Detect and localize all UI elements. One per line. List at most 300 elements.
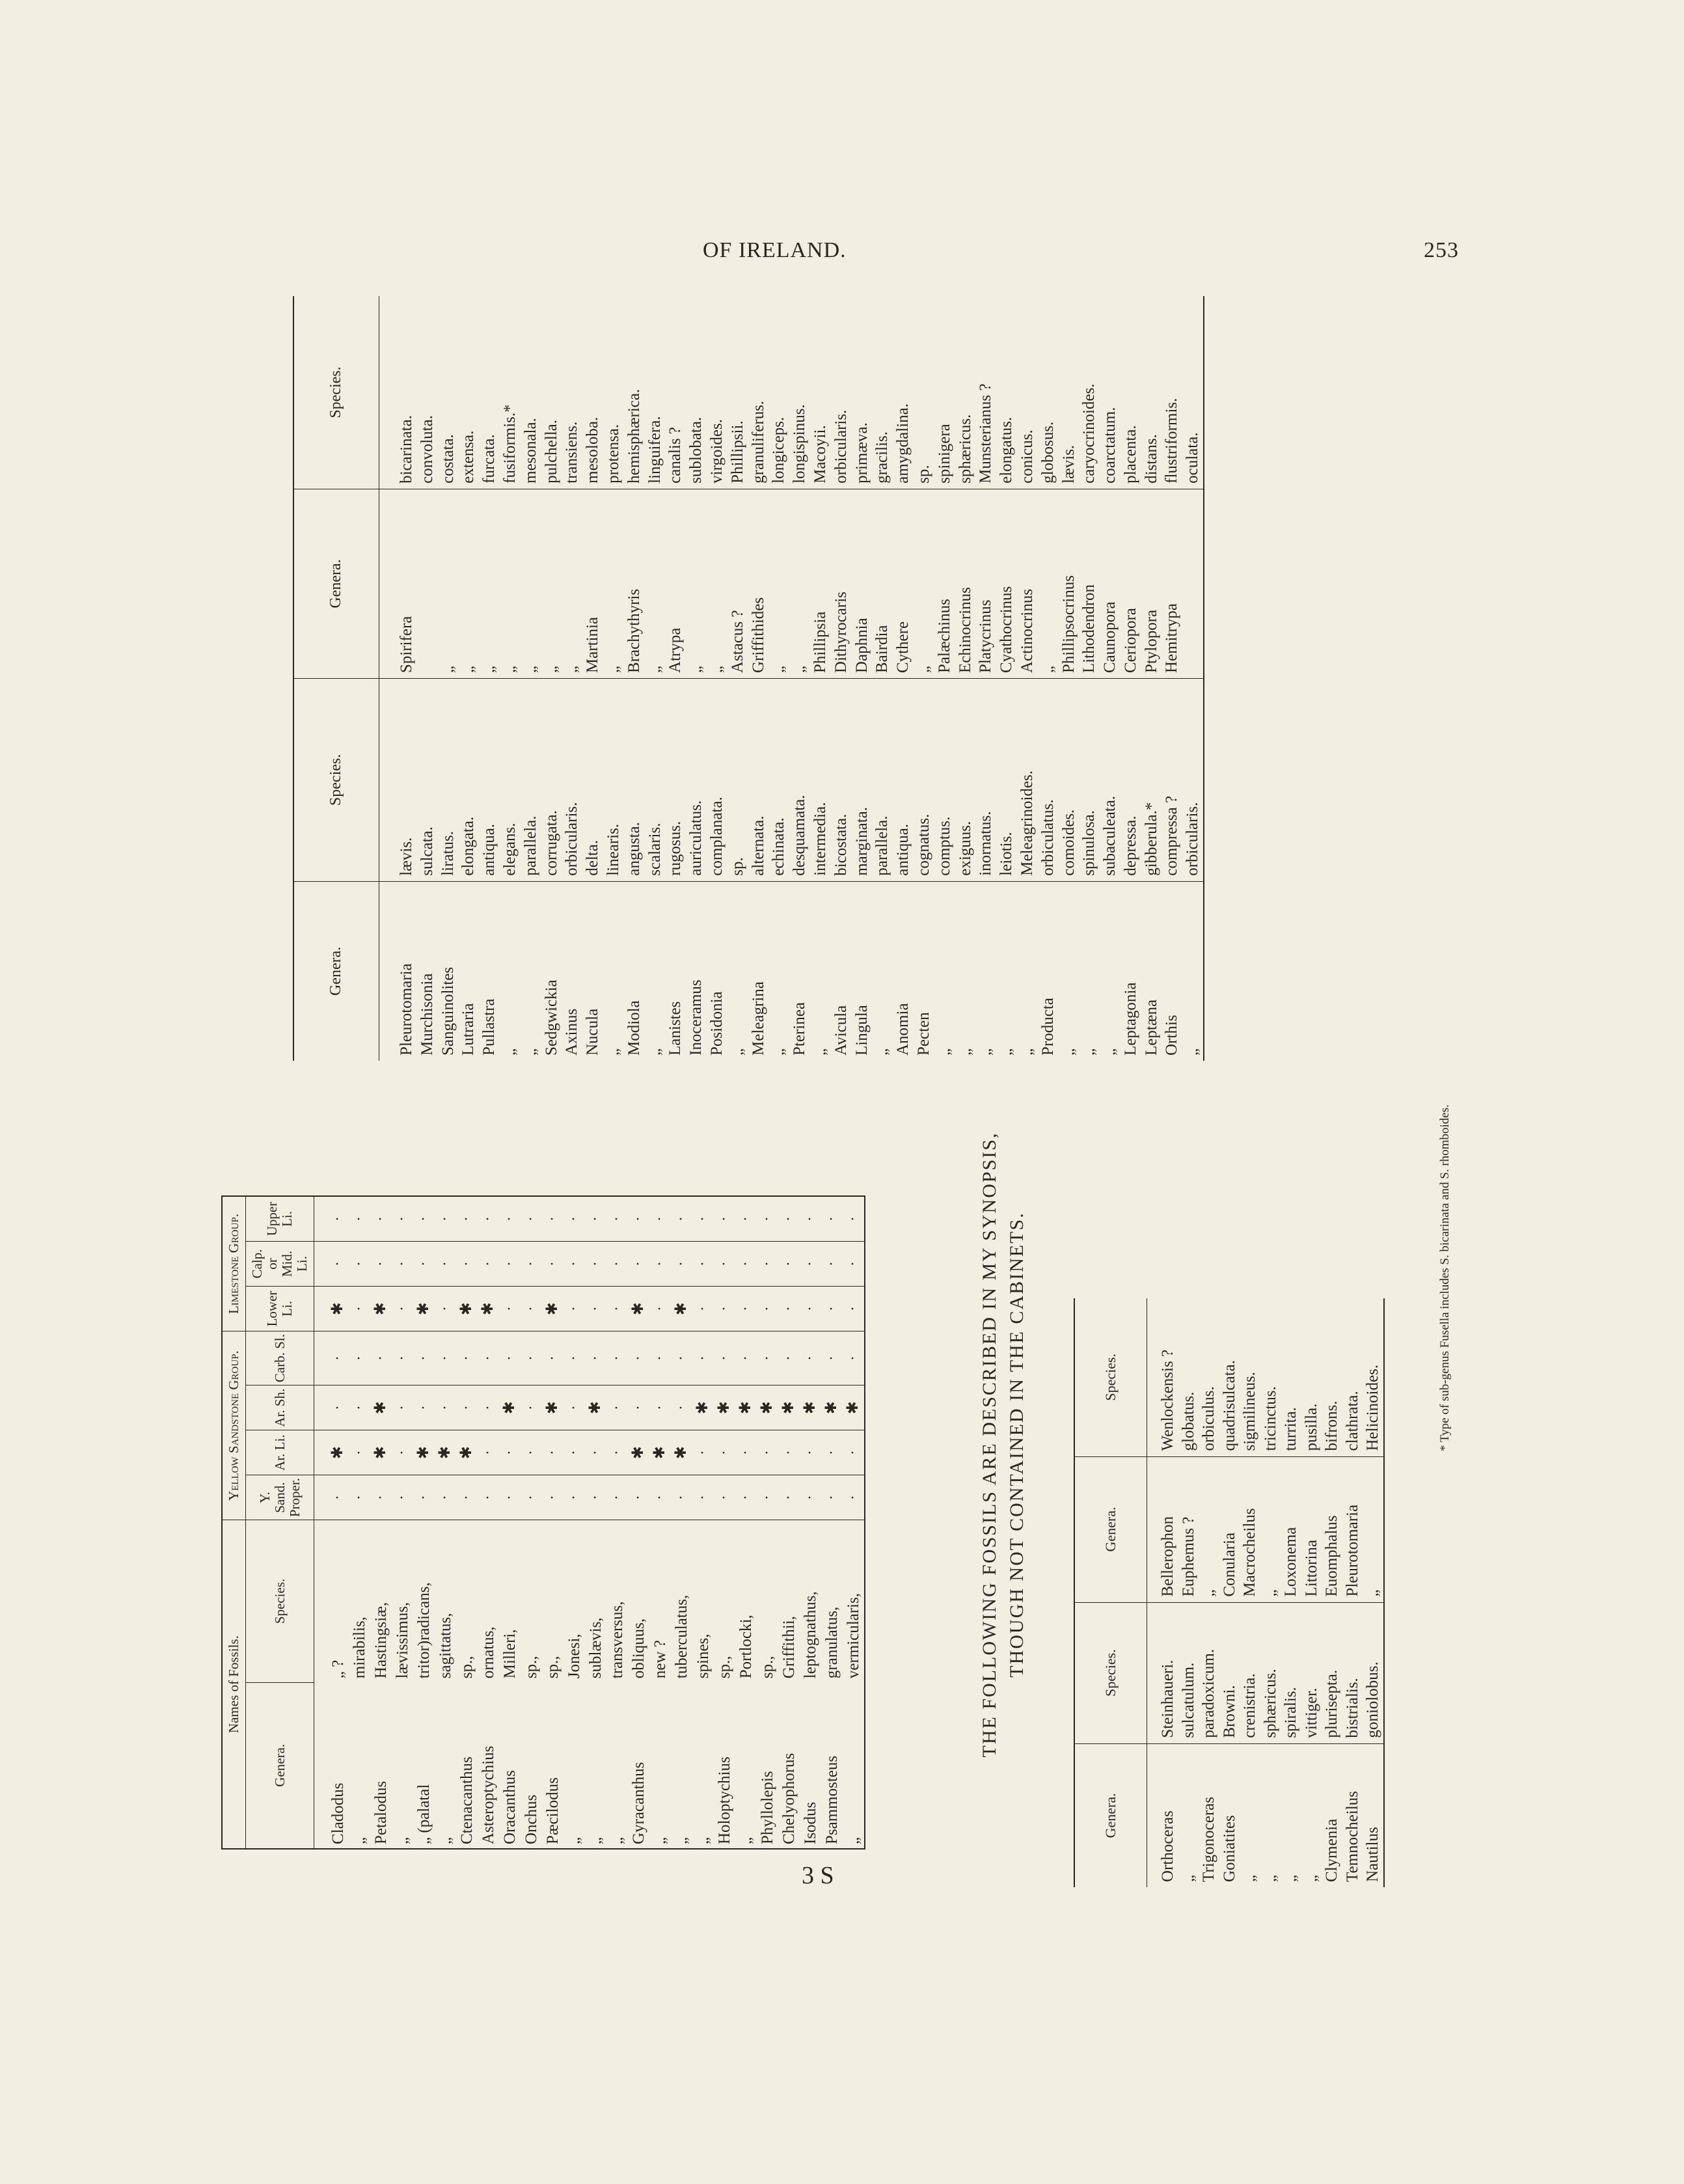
table-row xyxy=(392,1196,413,1849)
genus-cell: Lingula xyxy=(852,1005,871,1056)
empty-mark: · xyxy=(757,1196,778,1242)
col-header-species-1: Species. xyxy=(1074,1602,1147,1743)
empty-mark: · xyxy=(778,1196,800,1242)
table-row xyxy=(893,296,914,1061)
genus-cell: „ xyxy=(737,1836,755,1844)
table-row xyxy=(417,296,438,1061)
species-cell: elongata. xyxy=(458,679,479,882)
species-cell: Helicinoides. xyxy=(1363,1298,1384,1456)
species-cell: bifrons. xyxy=(1322,1298,1342,1456)
genus-cell: Oracanthus xyxy=(501,1770,519,1844)
empty-mark: · xyxy=(456,1475,478,1520)
genus-cell: „ xyxy=(1282,1874,1299,1882)
species-cell: Steinhaueri. xyxy=(1147,1602,1178,1743)
empty-mark: · xyxy=(314,1475,349,1520)
genus-cell: Echinocrinus xyxy=(955,489,976,678)
empty-mark: · xyxy=(843,1287,865,1331)
table-row xyxy=(435,1196,456,1849)
species-cell: spines, xyxy=(694,1633,712,1679)
occurrence-mark: ✱ xyxy=(314,1287,349,1331)
col-header-species-2: Species. xyxy=(293,296,379,489)
table-row xyxy=(665,296,686,1061)
species-cell: quadrisulcata. xyxy=(1219,1298,1240,1456)
empty-mark: · xyxy=(521,1242,542,1287)
genus-cell: Lutraria xyxy=(459,1003,478,1056)
species-cell: virgoides. xyxy=(707,296,727,489)
empty-mark: · xyxy=(521,1385,542,1430)
species-cell: globosus. xyxy=(1038,296,1059,489)
species-cell: vermicularis, xyxy=(845,1593,862,1679)
empty-mark: · xyxy=(370,1196,392,1242)
genus-cell: „ xyxy=(811,1048,829,1056)
genus-cell: Nucula xyxy=(584,1008,602,1056)
occurrence-mark: ✱ xyxy=(692,1385,714,1430)
empty-mark: · xyxy=(413,1242,435,1287)
table-row xyxy=(1240,1298,1260,1887)
empty-mark: · xyxy=(499,1475,521,1520)
species-cell: coarctatum. xyxy=(1100,296,1120,489)
genus-cell: Leptagonia xyxy=(1121,982,1139,1056)
species-cell: tuberculatus, xyxy=(673,1594,690,1679)
empty-mark: · xyxy=(778,1331,800,1385)
bottom-table-block xyxy=(1074,1298,1385,1887)
empty-mark: · xyxy=(821,1475,843,1520)
table-row xyxy=(714,1196,735,1849)
species-cell: marginata. xyxy=(852,679,873,882)
table-row xyxy=(379,296,417,1061)
species-cell: plurisepta. xyxy=(1322,1602,1342,1743)
empty-mark: · xyxy=(392,1385,413,1430)
genus-cell: „ xyxy=(956,1048,974,1056)
empty-mark: · xyxy=(757,1475,778,1520)
table-row xyxy=(521,1196,542,1849)
empty-mark: · xyxy=(456,1385,478,1430)
empty-mark: · xyxy=(800,1287,821,1331)
empty-mark: · xyxy=(456,1331,478,1385)
species-cell: Browni. xyxy=(1219,1602,1240,1743)
table-row xyxy=(478,1196,499,1849)
species-cell: orbicularis. xyxy=(1182,679,1204,882)
empty-mark: · xyxy=(392,1287,413,1331)
species-cell: exiguus. xyxy=(955,679,976,882)
col-carb-sl: Carb. Sl. xyxy=(246,1331,314,1385)
section-heading xyxy=(976,1022,1031,1868)
empty-mark: · xyxy=(521,1475,542,1520)
species-cell: Phillipsii. xyxy=(727,296,748,489)
table-row xyxy=(1281,1298,1301,1887)
species-header: Species. xyxy=(246,1520,314,1683)
species-cell: protensa. xyxy=(603,296,624,489)
species-cell: obliquus, xyxy=(630,1618,647,1679)
genus-cell: „ xyxy=(1018,1048,1036,1056)
synopsis-fossils-table xyxy=(1074,1298,1385,1887)
occurrence-mark: ✱ xyxy=(456,1430,478,1475)
species-cell: lævis. xyxy=(379,679,417,882)
occurrence-mark: ✱ xyxy=(478,1287,499,1331)
empty-mark: · xyxy=(314,1242,349,1287)
genus-cell: Martinia xyxy=(582,489,603,678)
species-cell: mesonala. xyxy=(521,296,541,489)
empty-mark: · xyxy=(521,1196,542,1242)
col-upper-li: Upper Li. xyxy=(246,1196,314,1242)
occurrence-mark: ✱ xyxy=(370,1430,392,1475)
genus-cell: Ptylopora xyxy=(1141,489,1162,678)
species-cell: conicus. xyxy=(1017,296,1038,489)
table-row xyxy=(649,1196,671,1849)
empty-mark: · xyxy=(542,1331,564,1385)
empty-mark: · xyxy=(735,1430,757,1475)
table-row xyxy=(479,296,500,1061)
empty-mark: · xyxy=(778,1475,800,1520)
genus-cell: Cyathocrinus xyxy=(996,489,1017,678)
table-row xyxy=(789,296,810,1061)
species-cell: sp., xyxy=(716,1656,733,1679)
table-row xyxy=(975,296,996,1061)
species-cell: sulcata. xyxy=(417,679,438,882)
genus-cell: Anomia xyxy=(894,1003,912,1056)
empty-mark: · xyxy=(714,1196,735,1242)
species-cell: bistrialis. xyxy=(1342,1602,1363,1743)
empty-mark: · xyxy=(349,1196,370,1242)
genus-cell: „ xyxy=(541,489,562,678)
table-row xyxy=(852,296,873,1061)
genus-cell: Temnocheilus xyxy=(1343,1791,1361,1882)
empty-mark: · xyxy=(606,1287,628,1331)
empty-mark: · xyxy=(735,1287,757,1331)
table-row xyxy=(821,1196,843,1849)
genus-cell: Littorina xyxy=(1301,1456,1322,1602)
species-cell: subaculeata. xyxy=(1100,679,1120,882)
empty-mark: · xyxy=(692,1430,714,1475)
occurrence-mark: ✱ xyxy=(370,1287,392,1331)
species-cell: angusta. xyxy=(624,679,645,882)
empty-mark: · xyxy=(349,1242,370,1287)
table-row xyxy=(757,1196,778,1849)
empty-mark: · xyxy=(692,1287,714,1331)
genus-cell: „ xyxy=(673,1836,690,1844)
genus-cell: Astacus ? xyxy=(727,489,748,678)
genus-cell: Platycrinus xyxy=(975,489,996,678)
empty-mark: · xyxy=(778,1430,800,1475)
empty-mark: · xyxy=(478,1331,499,1385)
species-cell: tritor)radicans, xyxy=(415,1582,433,1679)
table-row xyxy=(810,296,831,1061)
species-cell: leiotis. xyxy=(996,679,1017,882)
table-row xyxy=(1342,1298,1363,1887)
table-row xyxy=(1017,296,1038,1061)
occurrence-mark: ✱ xyxy=(413,1430,435,1475)
empty-mark: · xyxy=(435,1475,456,1520)
genus-cell: Bellerophon xyxy=(1147,1456,1178,1602)
empty-mark: · xyxy=(735,1196,757,1242)
empty-mark: · xyxy=(478,1242,499,1287)
species-cell: sphæricus. xyxy=(955,296,976,489)
species-cell: leptognathus, xyxy=(802,1591,819,1679)
genus-cell: „ xyxy=(562,489,582,678)
empty-mark: · xyxy=(499,1331,521,1385)
empty-mark: · xyxy=(564,1430,585,1475)
empty-mark: · xyxy=(821,1242,843,1287)
col-header-genera-1: Genera. xyxy=(293,881,379,1061)
genus-cell: Ceriopora xyxy=(1120,489,1141,678)
species-cell: parallela. xyxy=(872,679,893,882)
empty-mark: · xyxy=(606,1475,628,1520)
genera-header: Genera. xyxy=(246,1682,314,1849)
col-header-species-1: Species. xyxy=(293,679,379,882)
species-cell: caryocrinoides. xyxy=(1079,296,1100,489)
genus-cell: Loxonema xyxy=(1281,1456,1301,1602)
genus-cell: Pleurotomaria xyxy=(398,963,415,1056)
table-row xyxy=(562,296,582,1061)
empty-mark: · xyxy=(370,1331,392,1385)
species-cell: sp. xyxy=(914,296,934,489)
genus-cell: Onchus xyxy=(523,1794,540,1844)
table-row xyxy=(1199,1298,1219,1887)
empty-mark: · xyxy=(800,1331,821,1385)
genus-cell: Murchisonia xyxy=(418,973,436,1056)
table-row xyxy=(686,296,707,1061)
species-cell: pusilla. xyxy=(1301,1298,1322,1456)
empty-mark: · xyxy=(478,1430,499,1475)
empty-mark: · xyxy=(392,1475,413,1520)
genus-cell: Griffithides xyxy=(748,489,769,678)
empty-mark: · xyxy=(778,1242,800,1287)
species-cell: clathrata. xyxy=(1342,1298,1363,1456)
species-cell: spinigera xyxy=(934,296,955,489)
species-cell: sulcatulum. xyxy=(1178,1602,1199,1743)
empty-mark: · xyxy=(349,1475,370,1520)
fossil-distribution-table xyxy=(221,1195,865,1850)
empty-mark: · xyxy=(649,1475,671,1520)
genus-cell: „ xyxy=(651,1836,669,1844)
genus-cell: „ xyxy=(873,1048,891,1056)
genus-cell: Ctenacanthus xyxy=(458,1756,476,1844)
empty-mark: · xyxy=(843,1242,865,1287)
empty-mark: · xyxy=(821,1287,843,1331)
empty-mark: · xyxy=(757,1287,778,1331)
empty-mark: · xyxy=(778,1287,800,1331)
species-cell: Hastingsiæ, xyxy=(372,1602,390,1679)
table-row xyxy=(349,1196,370,1849)
empty-mark: · xyxy=(564,1331,585,1385)
genus-cell: Psammosteus xyxy=(823,1755,841,1844)
empty-mark: · xyxy=(821,1430,843,1475)
footnote: * Type of sub-genus Fusella includes S. bicarinata and S. rhomboides. xyxy=(1438,1104,1452,1451)
genus-cell: „ xyxy=(438,489,459,678)
genus-cell: „ xyxy=(707,489,727,678)
genus-cell: „ xyxy=(437,1836,454,1844)
empty-mark: · xyxy=(735,1475,757,1520)
species-cell: orbiculatus. xyxy=(1038,679,1059,882)
occurrence-mark: ✱ xyxy=(628,1287,649,1331)
occurrence-mark: ✱ xyxy=(757,1385,778,1430)
empty-mark: · xyxy=(456,1242,478,1287)
genus-cell: Palæchinus xyxy=(934,489,955,678)
empty-mark: · xyxy=(413,1331,435,1385)
species-cell: „ ? xyxy=(329,1659,347,1679)
species-cell: Munsterianus ? xyxy=(975,296,996,489)
genus-cell: Bairdia xyxy=(872,489,893,678)
species-cell: antiqua. xyxy=(893,679,914,882)
empty-mark: · xyxy=(735,1331,757,1385)
occurrence-mark: ✱ xyxy=(499,1385,521,1430)
species-cell: alternata. xyxy=(748,679,769,882)
genus-cell: „ xyxy=(1261,1874,1279,1882)
occurrence-mark: ✱ xyxy=(542,1287,564,1331)
genus-cell: „ xyxy=(694,1836,712,1844)
empty-mark: · xyxy=(714,1475,735,1520)
genus-cell: Spirifera xyxy=(379,489,417,678)
species-cell: gracilis. xyxy=(872,296,893,489)
species-cell: complanata. xyxy=(707,679,727,882)
empty-mark: · xyxy=(370,1242,392,1287)
genus-cell: Lithodendron xyxy=(1079,489,1100,678)
limestone-group-header: Limestone Group. xyxy=(222,1196,246,1331)
occurrence-mark: ✱ xyxy=(649,1430,671,1475)
species-cell: longispinus. xyxy=(789,296,810,489)
occurrence-mark: ✱ xyxy=(628,1430,649,1475)
genus-cell: Actinocrinus xyxy=(1017,489,1038,678)
genus-cell: Isodus xyxy=(802,1801,819,1844)
genus-cell: Pullastra xyxy=(480,998,498,1056)
occurrence-mark: ✱ xyxy=(413,1287,435,1331)
species-cell: sp., xyxy=(458,1656,476,1679)
species-cell: Jonesi, xyxy=(565,1633,583,1679)
table-row xyxy=(314,1196,349,1849)
genus-cell: Pæcilodus xyxy=(544,1777,562,1844)
running-header: OF IRELAND. xyxy=(703,238,847,262)
species-cell: sublobata. xyxy=(686,296,707,489)
empty-mark: · xyxy=(735,1242,757,1287)
table-row xyxy=(582,296,603,1061)
empty-mark: · xyxy=(649,1242,671,1287)
occurrence-mark: ✱ xyxy=(542,1385,564,1430)
species-cell: antiqua. xyxy=(479,679,500,882)
species-cell: corrugata. xyxy=(541,679,562,882)
species-cell: intermedia. xyxy=(810,679,831,882)
empty-mark: · xyxy=(392,1196,413,1242)
species-cell: elegans. xyxy=(500,679,521,882)
genus-cell: „ xyxy=(845,1836,862,1844)
table-row xyxy=(735,1196,757,1849)
empty-mark: · xyxy=(649,1331,671,1385)
empty-mark: · xyxy=(349,1331,370,1385)
genus-cell: Avicula xyxy=(832,1005,850,1056)
species-cell: cognatus. xyxy=(914,679,934,882)
species-cell: ornatus, xyxy=(480,1626,497,1679)
genus-cell: „ xyxy=(1101,1048,1119,1056)
species-cell: echinata. xyxy=(768,679,789,882)
genus-cell: Chelyophorus xyxy=(780,1753,798,1844)
species-cell: crenistria. xyxy=(1240,1602,1260,1743)
table-row xyxy=(413,1196,435,1849)
empty-mark: · xyxy=(349,1385,370,1430)
table-row xyxy=(458,296,479,1061)
species-cell: delta. xyxy=(582,679,603,882)
species-cell: bicarinata. xyxy=(379,296,417,489)
occurrence-mark: ✱ xyxy=(735,1385,757,1430)
species-cell: sp., xyxy=(759,1656,776,1679)
empty-mark: · xyxy=(606,1385,628,1430)
genus-cell: „ xyxy=(608,1836,626,1844)
table-row xyxy=(542,1196,564,1849)
genus-cell: Clymenia xyxy=(1323,1818,1340,1882)
species-cell: mirabilis, xyxy=(351,1617,368,1679)
genus-cell: Nautilus xyxy=(1364,1827,1381,1882)
table-row xyxy=(707,296,727,1061)
genus-cell: „ xyxy=(521,489,541,678)
table-row xyxy=(645,296,666,1061)
col-header-species-2: Species. xyxy=(1074,1298,1147,1456)
empty-mark: · xyxy=(606,1331,628,1385)
empty-mark: · xyxy=(499,1430,521,1475)
table-row xyxy=(1161,296,1182,1061)
table-row xyxy=(914,296,934,1061)
species-cell: Macoyii. xyxy=(810,296,831,489)
species-cell: bicostata. xyxy=(831,679,852,882)
heading-line-2: THOUGH NOT CONTAINED IN THE CABINETS. xyxy=(1006,1212,1027,1678)
table-row xyxy=(1120,296,1141,1061)
signature-mark: 3 S xyxy=(802,1862,834,1889)
yellow-sandstone-group-header: Yellow Sandstone Group. xyxy=(222,1331,246,1520)
empty-mark: · xyxy=(349,1430,370,1475)
genus-cell: Phyllolepis xyxy=(759,1771,776,1844)
empty-mark: · xyxy=(413,1385,435,1430)
genus-cell: „ xyxy=(500,1048,519,1056)
empty-mark: · xyxy=(714,1430,735,1475)
empty-mark: · xyxy=(757,1430,778,1475)
genus-cell: Goniatites xyxy=(1220,1815,1238,1882)
empty-mark: · xyxy=(542,1242,564,1287)
genus-cell: „ xyxy=(603,489,624,678)
genus-cell: „ xyxy=(587,1836,604,1844)
empty-mark: · xyxy=(499,1242,521,1287)
genus-cell: „ xyxy=(565,1836,583,1844)
table-row xyxy=(541,296,562,1061)
species-cell: transiens. xyxy=(562,296,582,489)
table-row xyxy=(500,296,521,1061)
species-cell: transversus, xyxy=(608,1601,626,1679)
species-cell: linearis. xyxy=(603,679,624,882)
col-ar-li: Ar. Li. xyxy=(246,1430,314,1475)
empty-mark: · xyxy=(628,1196,649,1242)
empty-mark: · xyxy=(542,1475,564,1520)
species-cell: sp., xyxy=(523,1656,540,1679)
species-cell: granulatus, xyxy=(823,1606,841,1679)
species-cell: sublævis, xyxy=(587,1617,604,1679)
genus-cell: „ xyxy=(977,1048,995,1056)
col-lower-li: Lower Li. xyxy=(246,1287,314,1331)
empty-mark: · xyxy=(314,1196,349,1242)
empty-mark: · xyxy=(564,1196,585,1242)
genus-cell: „ xyxy=(770,1048,788,1056)
genus-cell: „ xyxy=(686,489,707,678)
empty-mark: · xyxy=(692,1331,714,1385)
genus-cell: Cladodus xyxy=(329,1782,347,1844)
species-cell: Griffithii, xyxy=(780,1616,798,1679)
empty-mark: · xyxy=(349,1287,370,1331)
genus-cell: „ xyxy=(645,489,666,678)
genus-cell: „ xyxy=(768,489,789,678)
empty-mark: · xyxy=(499,1287,521,1331)
genus-cell: „ xyxy=(1179,1874,1197,1882)
empty-mark: · xyxy=(692,1196,714,1242)
empty-mark: · xyxy=(564,1287,585,1331)
empty-mark: · xyxy=(314,1331,349,1385)
species-cell: mesoloba. xyxy=(582,296,603,489)
empty-mark: · xyxy=(649,1287,671,1331)
genus-cell: Petalodus xyxy=(372,1781,390,1844)
